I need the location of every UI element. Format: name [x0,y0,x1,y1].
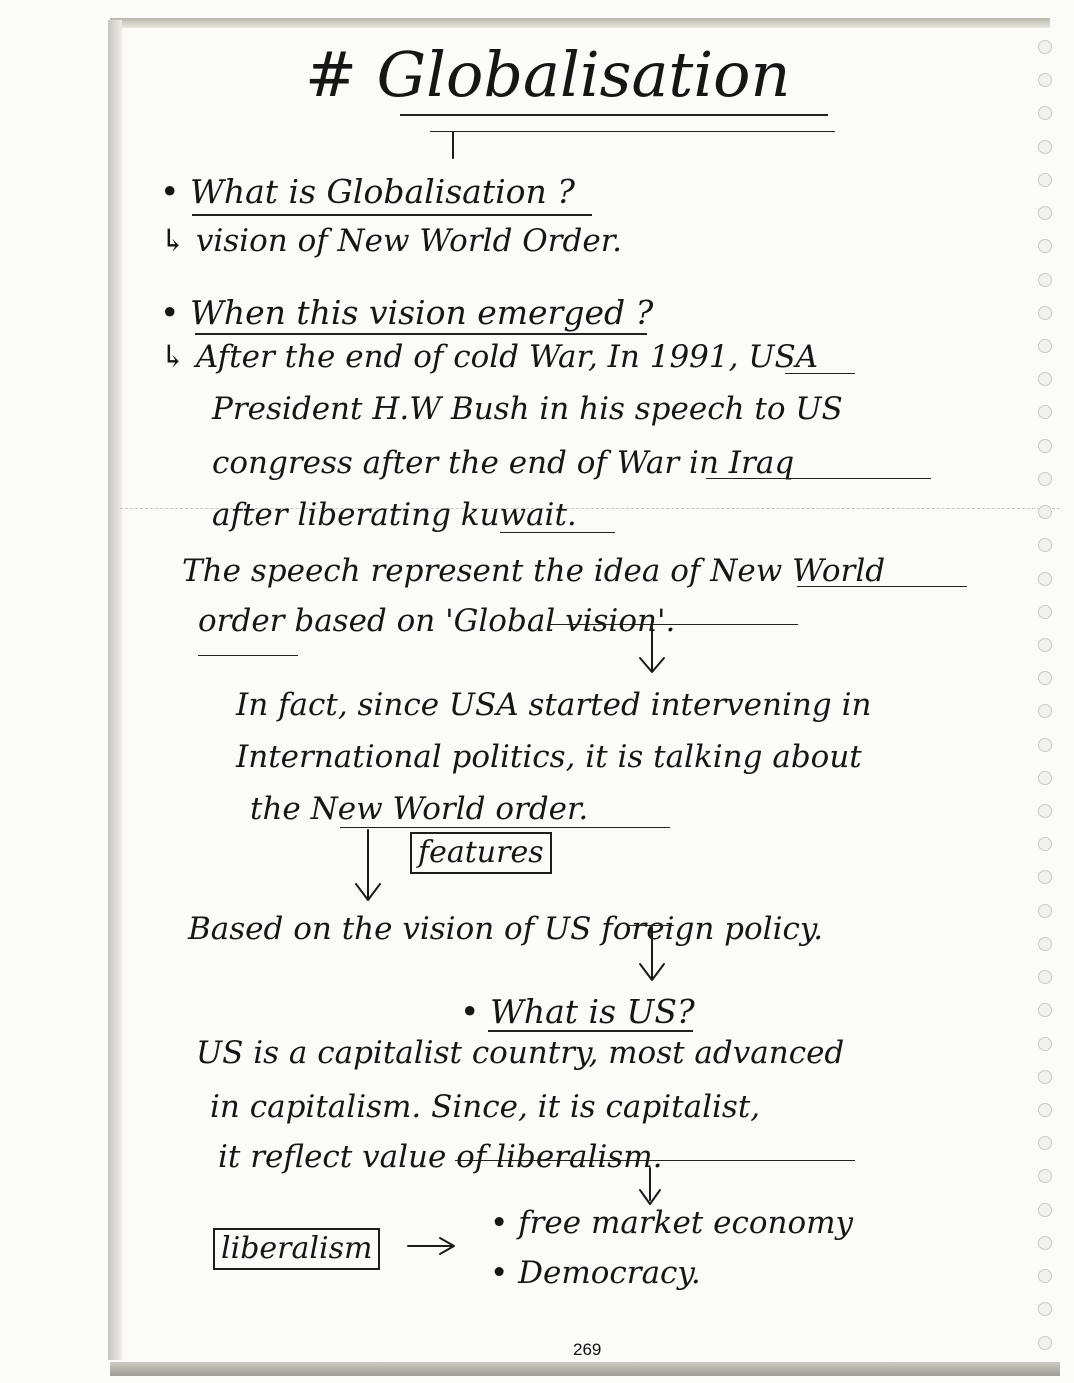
page-number: 269 [573,1340,602,1359]
answer-line-4: after liberating kuwait. [212,497,577,533]
speech-line-2: order based on 'Global vision'. [198,603,676,639]
us-line-3: it reflect value of liberalism. [218,1139,663,1175]
question-what-is-globalisation: • What is Globalisation ? [160,172,575,211]
us-line-2: in capitalism. Since, it is capitalist, [210,1089,761,1125]
question-what-is-us: • What is US? [460,992,695,1031]
fact-line-1: In fact, since USA started intervening in [236,687,872,723]
answer-line-3: congress after the end of War in Iraq [212,445,795,481]
liberalism-box: liberalism [213,1228,380,1270]
page-title: # Globalisation [305,38,791,111]
question-when-vision-emerged: • When this vision emerged ? [160,293,654,332]
answer-line-1: ↳ After the end of cold War, In 1991, USA [160,339,819,375]
based-on-vision: Based on the vision of US foreign policy. [188,911,824,947]
answer-vision: ↳ vision of New World Order. [160,223,622,259]
fact-line-2: International politics, it is talking about [236,739,862,775]
us-line-1: US is a capitalist country, most advanced [196,1035,845,1071]
answer-line-2: President H.W Bush in his speech to US [212,391,843,427]
bullet-democracy: • Democracy. [490,1255,701,1291]
speech-line-1: The speech represent the idea of New World [182,553,886,589]
features-box: features [410,832,552,874]
fact-line-3: the New World order. [250,791,589,827]
bullet-free-market: • free market economy [490,1205,854,1241]
